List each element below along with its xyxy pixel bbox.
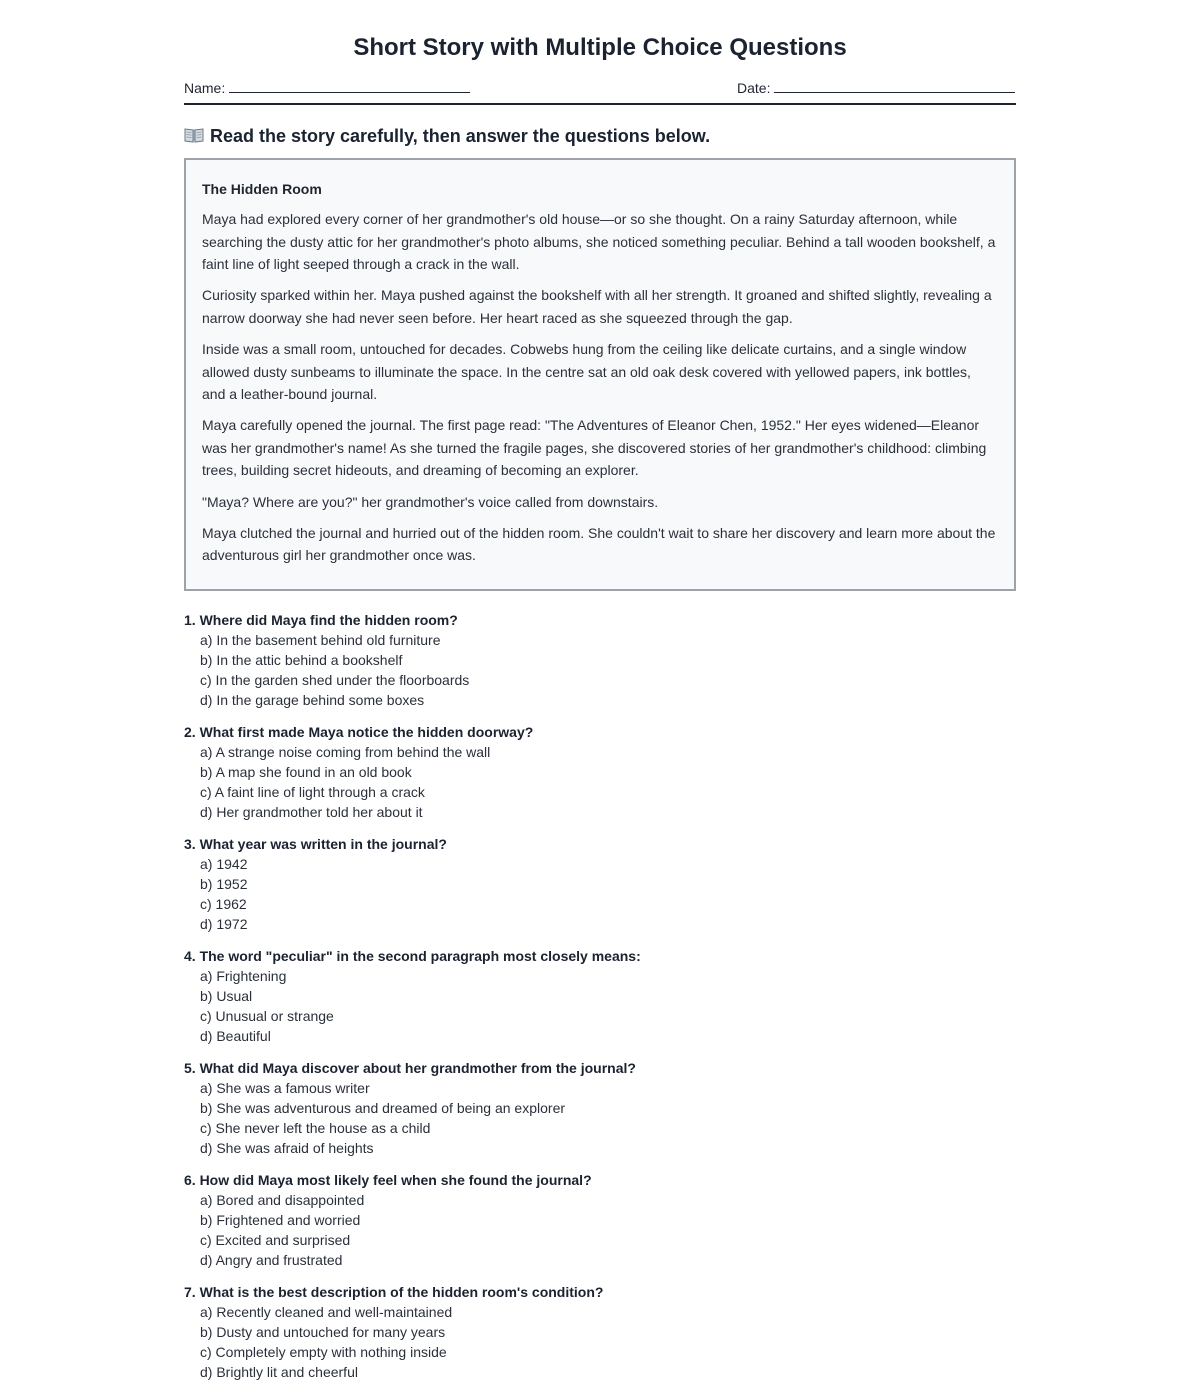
name-label: Name: [184, 80, 226, 96]
story-paragraph: Maya clutched the journal and hurried out of the hidden room. She couldn't wait to share her discovery and learn more about the adventurous girl her grandmother once was. [202, 524, 996, 564]
answer-option[interactable]: d) She was afraid of heights [200, 1140, 374, 1156]
answer-option[interactable]: c) 1962 [200, 896, 247, 912]
answer-option[interactable]: a) Recently cleaned and well-maintained [200, 1304, 453, 1320]
open-book-icon [184, 125, 204, 141]
story-box [184, 158, 1016, 591]
question-text: 2. What first made Maya notice the hidden doorway? [184, 724, 534, 740]
answer-option[interactable]: a) 1942 [200, 856, 248, 872]
answer-option[interactable]: a) Bored and disappointed [200, 1192, 365, 1208]
story-title: The Hidden Room [202, 181, 322, 197]
answer-option[interactable]: c) A faint line of light through a crack [200, 784, 425, 800]
page-title: Short Story with Multiple Choice Questions [353, 34, 847, 61]
questions-list [184, 610, 1016, 1394]
answer-option[interactable]: c) Unusual or strange [200, 1008, 334, 1024]
question-1 [184, 610, 1016, 710]
answer-option[interactable]: a) She was a famous writer [200, 1080, 370, 1096]
question-text: 1. Where did Maya find the hidden room? [184, 612, 458, 628]
answer-option[interactable]: b) In the attic behind a bookshelf [200, 652, 403, 668]
answer-option[interactable]: c) Completely empty with nothing inside [200, 1344, 447, 1360]
question-text: 7. What is the best description of the hidden room's condition? [184, 1284, 604, 1300]
answer-option[interactable]: c) Excited and surprised [200, 1232, 351, 1248]
answer-option[interactable]: d) 1972 [200, 916, 248, 932]
instruction-text: Read the story carefully, then answer the questions below. [210, 126, 711, 146]
name-date-row [184, 77, 1016, 95]
answer-option[interactable]: d) Beautiful [200, 1028, 271, 1044]
answer-option[interactable]: a) Frightening [200, 968, 287, 984]
answer-option[interactable]: d) In the garage behind some boxes [200, 692, 425, 708]
answer-option[interactable]: c) She never left the house as a child [200, 1120, 431, 1136]
answer-option[interactable]: b) 1952 [200, 876, 248, 892]
answer-option[interactable]: b) Dusty and untouched for many years [200, 1324, 446, 1340]
date-field [737, 77, 1015, 97]
answer-option[interactable]: b) Usual [200, 988, 253, 1004]
name-blank-line[interactable] [229, 77, 470, 93]
question-4 [184, 946, 1016, 1046]
story-paragraph: Maya carefully opened the journal. The first page read: "The Adventures of Eleanor Chen, 1952." Her eyes widened—Eleanor was her grandmother's name! As she turned the fragile pages, she discovered stories of her grandmother's childhood: climbing trees, building secret hideouts, and dreaming of becoming an explorer. [202, 417, 987, 479]
answer-option[interactable]: d) Brightly lit and cheerful [200, 1364, 358, 1380]
answer-option[interactable]: d) Her grandmother told her about it [200, 804, 423, 820]
answer-option[interactable]: d) Angry and frustrated [200, 1252, 343, 1268]
answer-option[interactable]: a) A strange noise coming from behind the wall [200, 744, 491, 760]
question-2 [184, 722, 1016, 822]
answer-option[interactable]: b) Frightened and worried [200, 1212, 361, 1228]
answer-option[interactable]: b) A map she found in an old book [200, 764, 412, 780]
question-6 [184, 1170, 1016, 1270]
question-text: 3. What year was written in the journal? [184, 836, 447, 852]
story-paragraph: Inside was a small room, untouched for decades. Cobwebs hung from the ceiling like delicate curtains, and a single window allowed dusty sunbeams to illuminate the space. In the centre sat an old oak desk covered with yellowed papers, ink bottles, and a leather-bound journal. [202, 340, 971, 403]
header-divider [184, 103, 1016, 105]
question-text: 4. The word "peculiar" in the second paragraph most closely means: [184, 948, 641, 964]
question-text: 6. How did Maya most likely feel when she found the journal? [184, 1172, 592, 1188]
answer-option[interactable]: c) In the garden shed under the floorboards [200, 672, 470, 688]
story-paragraph: Maya had explored every corner of her grandmother's old house—or so she thought. On a rainy Saturday afternoon, while searching the dusty attic for her grandmother's photo albums, she noticed something peculiar. Behind a tall wooden bookshelf, a faint line of light seeped through a crack in the wall. [202, 211, 996, 273]
name-field [184, 77, 470, 97]
instruction-heading [184, 124, 710, 148]
question-text: 5. What did Maya discover about her grandmother from the journal? [184, 1060, 636, 1076]
question-3 [184, 834, 1016, 934]
question-7 [184, 1282, 1016, 1382]
story-paragraph: Curiosity sparked within her. Maya pushed against the bookshelf with all her strength. It groaned and shifted slightly, revealing a narrow doorway she had never seen before. Her heart raced as she squeezed through the gap. [202, 287, 992, 326]
date-label: Date: [737, 80, 771, 96]
date-blank-line[interactable] [774, 77, 1015, 93]
story-paragraph: "Maya? Where are you?" her grandmother's voice called from downstairs. [202, 493, 659, 510]
answer-option[interactable]: b) She was adventurous and dreamed of being an explorer [200, 1100, 566, 1116]
question-5 [184, 1058, 1016, 1158]
answer-option[interactable]: a) In the basement behind old furniture [200, 632, 441, 648]
